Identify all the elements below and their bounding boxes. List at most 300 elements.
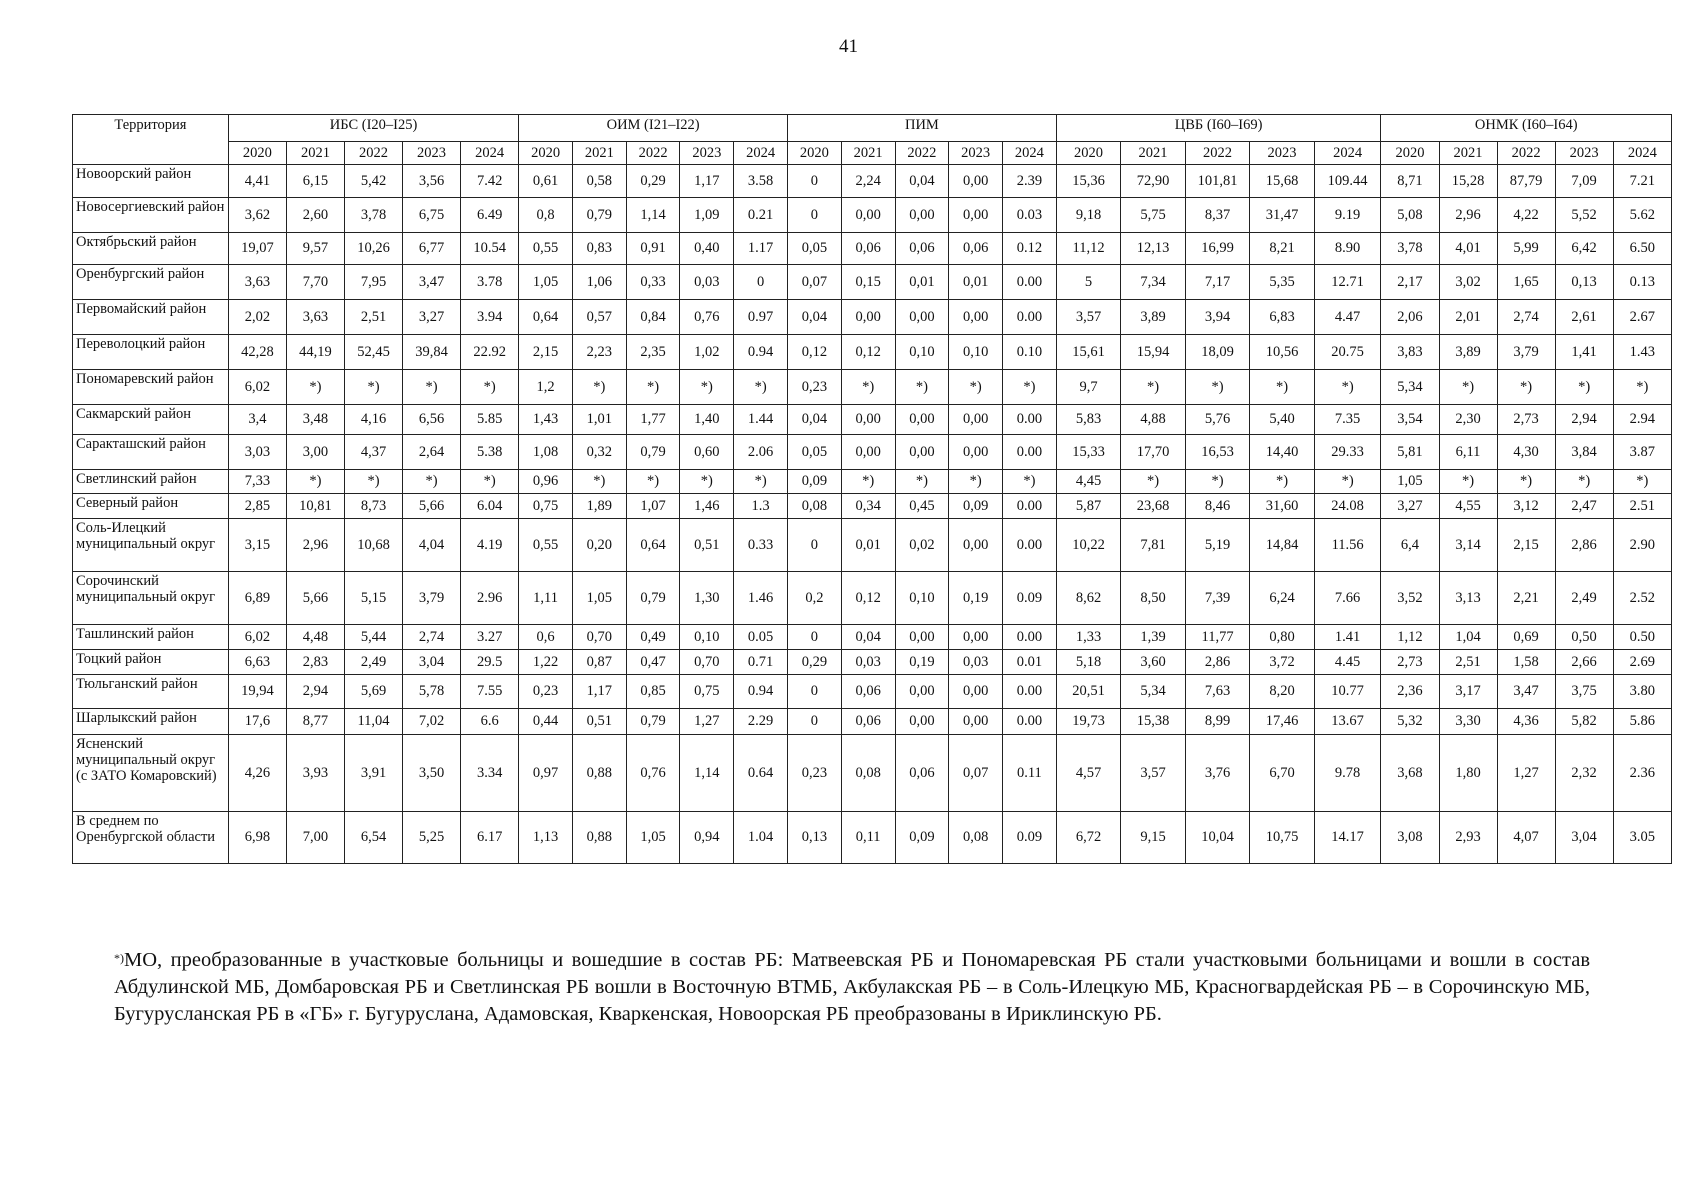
value-cell: 0,70 [572, 625, 626, 650]
year-header: 2023 [403, 142, 461, 165]
value-cell: 0,19 [949, 572, 1003, 625]
value-cell: 0.09 [1003, 572, 1057, 625]
value-cell: 1,17 [572, 675, 626, 709]
value-cell: 0,88 [572, 812, 626, 864]
table-row [73, 735, 1672, 812]
value-cell: 0,05 [788, 435, 842, 470]
value-cell: 0.00 [1003, 675, 1057, 709]
value-cell: 4,37 [344, 435, 402, 470]
value-cell: 3.87 [1613, 435, 1671, 470]
value-cell: 1.41 [1314, 625, 1381, 650]
value-cell: 0,40 [680, 233, 734, 265]
value-cell: 0,88 [572, 735, 626, 812]
value-cell: 12.71 [1314, 265, 1381, 300]
value-cell: 3,03 [228, 435, 286, 470]
value-cell: 1,65 [1497, 265, 1555, 300]
value-cell: 6,15 [286, 165, 344, 198]
value-cell: 5,78 [403, 675, 461, 709]
value-cell: 6,89 [228, 572, 286, 625]
value-cell: 0,00 [949, 165, 1003, 198]
value-cell: 3,17 [1439, 675, 1497, 709]
value-cell: *) [895, 370, 949, 405]
value-cell: 7,34 [1121, 265, 1186, 300]
value-cell: 2.90 [1613, 519, 1671, 572]
value-cell: 0,76 [680, 300, 734, 335]
value-cell: 0.00 [1003, 300, 1057, 335]
value-cell: 9,18 [1056, 198, 1121, 233]
year-header: 2023 [1555, 142, 1613, 165]
value-cell: 1,14 [680, 735, 734, 812]
value-cell: *) [344, 470, 402, 494]
value-cell: 1,58 [1497, 650, 1555, 675]
value-cell: 6,63 [228, 650, 286, 675]
value-cell: 39,84 [403, 335, 461, 370]
value-cell: 1,40 [680, 405, 734, 435]
value-cell: *) [1497, 470, 1555, 494]
value-cell: 2,02 [228, 300, 286, 335]
value-cell: 0,00 [949, 435, 1003, 470]
value-cell: 5,32 [1381, 709, 1439, 735]
value-cell: 1,14 [626, 198, 680, 233]
value-cell: 0,79 [626, 435, 680, 470]
value-cell: 0,00 [949, 198, 1003, 233]
value-cell: 0,04 [788, 405, 842, 435]
value-cell: 3,47 [1497, 675, 1555, 709]
value-cell: 0 [734, 265, 788, 300]
value-cell: 3,13 [1439, 572, 1497, 625]
value-cell: 20.75 [1314, 335, 1381, 370]
value-cell: 0,02 [895, 519, 949, 572]
value-cell: 0,00 [895, 405, 949, 435]
value-cell: 0,11 [841, 812, 895, 864]
value-cell: 0.00 [1003, 625, 1057, 650]
territory-cell: Светлинский район [73, 470, 229, 494]
value-cell: 2,15 [519, 335, 573, 370]
value-cell: 0,84 [626, 300, 680, 335]
territory-cell: Ясненский муниципальный округ (с ЗАТО Комаровский) [73, 735, 229, 812]
value-cell: 4,45 [1056, 470, 1121, 494]
value-cell: *) [461, 470, 519, 494]
value-cell: 6.50 [1613, 233, 1671, 265]
value-cell: *) [680, 370, 734, 405]
value-cell: 3,79 [403, 572, 461, 625]
value-cell: 0,6 [519, 625, 573, 650]
value-cell: 23,68 [1121, 494, 1186, 519]
value-cell: 42,28 [228, 335, 286, 370]
value-cell: 4.45 [1314, 650, 1381, 675]
value-cell: 5,40 [1250, 405, 1315, 435]
value-cell: 2.67 [1613, 300, 1671, 335]
value-cell: 4,30 [1497, 435, 1555, 470]
value-cell: 15,94 [1121, 335, 1186, 370]
footnote-text: МО, преобразованные в участковые больницы и вошедшие в состав РБ: Матвеевская РБ и Пономаревская РБ стали участковыми больницами и вошли в состав Абдулинской МБ, Домбаровская РБ и Светлинская РБ вошли в Восточную ВТМБ, Акбулакская РБ – в Соль-Илецкую МБ, Красногвардейская РБ – в Сорочинскую МБ, Бугурусланская РБ в «ГБ» г. Бугуруслана, Адамовская, Кваркенская, Новоорская РБ преобразованы в Ириклинскую РБ. [114, 949, 1590, 1025]
value-cell: 3,14 [1439, 519, 1497, 572]
year-header: 2022 [626, 142, 680, 165]
value-cell: 7,00 [286, 812, 344, 864]
value-cell: 0,12 [841, 572, 895, 625]
value-cell: *) [1250, 470, 1315, 494]
territory-cell: Шарлыкский район [73, 709, 229, 735]
value-cell: 1,77 [626, 405, 680, 435]
value-cell: 4.19 [461, 519, 519, 572]
value-cell: 2,96 [286, 519, 344, 572]
value-cell: 2,51 [344, 300, 402, 335]
value-cell: 2.39 [1003, 165, 1057, 198]
value-cell: 0,96 [519, 470, 573, 494]
value-cell: 1,05 [519, 265, 573, 300]
value-cell: 1,05 [572, 572, 626, 625]
value-cell: 0,12 [841, 335, 895, 370]
value-cell: 87,79 [1497, 165, 1555, 198]
value-cell: 7,33 [228, 470, 286, 494]
value-cell: 5,83 [1056, 405, 1121, 435]
year-header: 2023 [949, 142, 1003, 165]
value-cell: 0,79 [626, 572, 680, 625]
value-cell: 29.5 [461, 650, 519, 675]
value-cell: 44,19 [286, 335, 344, 370]
value-cell: 0.09 [1003, 812, 1057, 864]
value-cell: 0,08 [949, 812, 1003, 864]
value-cell: 1,17 [680, 165, 734, 198]
value-cell: 7,39 [1185, 572, 1250, 625]
value-cell: 0,97 [519, 735, 573, 812]
value-cell: 31,47 [1250, 198, 1315, 233]
value-cell: 7.66 [1314, 572, 1381, 625]
value-cell: 6,24 [1250, 572, 1315, 625]
value-cell: 2,74 [1497, 300, 1555, 335]
value-cell: 1,39 [1121, 625, 1186, 650]
year-header: 2022 [895, 142, 949, 165]
value-cell: 6,4 [1381, 519, 1439, 572]
value-cell: *) [1250, 370, 1315, 405]
value-cell: 0,10 [895, 572, 949, 625]
value-cell: *) [461, 370, 519, 405]
value-cell: 2,06 [1381, 300, 1439, 335]
value-cell: 2,23 [572, 335, 626, 370]
value-cell: 0,79 [626, 709, 680, 735]
value-cell: 8,21 [1250, 233, 1315, 265]
value-cell: 7,63 [1185, 675, 1250, 709]
value-cell: 1,80 [1439, 735, 1497, 812]
value-cell: 3,04 [1555, 812, 1613, 864]
value-cell: 3,62 [228, 198, 286, 233]
table-row [73, 198, 1672, 233]
table-row [73, 265, 1672, 300]
value-cell: 0,51 [680, 519, 734, 572]
year-header: 2024 [1003, 142, 1057, 165]
value-cell: 1,89 [572, 494, 626, 519]
value-cell: 0.05 [734, 625, 788, 650]
value-cell: 3,47 [403, 265, 461, 300]
value-cell: 3,15 [228, 519, 286, 572]
value-cell: 0,64 [626, 519, 680, 572]
value-cell: 4,01 [1439, 233, 1497, 265]
value-cell: 0,75 [680, 675, 734, 709]
value-cell: 5,87 [1056, 494, 1121, 519]
value-cell: 10,56 [1250, 335, 1315, 370]
value-cell: 6,02 [228, 370, 286, 405]
value-cell: 31,60 [1250, 494, 1315, 519]
value-cell: 1,22 [519, 650, 573, 675]
value-cell: 5,08 [1381, 198, 1439, 233]
value-cell: *) [626, 370, 680, 405]
value-cell: 2,73 [1497, 405, 1555, 435]
value-cell: 1,2 [519, 370, 573, 405]
value-cell: 0.00 [1003, 265, 1057, 300]
value-cell: 0,80 [1250, 625, 1315, 650]
territory-cell: Тюльганский район [73, 675, 229, 709]
value-cell: 3,02 [1439, 265, 1497, 300]
value-cell: 4,48 [286, 625, 344, 650]
value-cell: *) [949, 370, 1003, 405]
value-cell: 0,47 [626, 650, 680, 675]
value-cell: 1,07 [626, 494, 680, 519]
value-cell: 0.94 [734, 675, 788, 709]
value-cell: 7.55 [461, 675, 519, 709]
value-cell: 52,45 [344, 335, 402, 370]
value-cell: 0,76 [626, 735, 680, 812]
value-cell: 3,91 [344, 735, 402, 812]
value-cell: 11,04 [344, 709, 402, 735]
value-cell: 2,74 [403, 625, 461, 650]
value-cell: 3,78 [344, 198, 402, 233]
value-cell: 3,63 [228, 265, 286, 300]
statistics-table [72, 114, 1672, 864]
value-cell: 14.17 [1314, 812, 1381, 864]
table-body [73, 165, 1672, 864]
value-cell: 6.04 [461, 494, 519, 519]
value-cell: 5 [1056, 265, 1121, 300]
territory-cell: Оренбургский район [73, 265, 229, 300]
value-cell: 0,00 [895, 675, 949, 709]
value-cell: 2.29 [734, 709, 788, 735]
value-cell: 0,04 [895, 165, 949, 198]
value-cell: 4,41 [228, 165, 286, 198]
value-cell: 2,36 [1381, 675, 1439, 709]
value-cell: 0,06 [895, 233, 949, 265]
value-cell: 5,75 [1121, 198, 1186, 233]
value-cell: 3,57 [1056, 300, 1121, 335]
value-cell: 2.94 [1613, 405, 1671, 435]
value-cell: *) [1121, 470, 1186, 494]
value-cell: 10.77 [1314, 675, 1381, 709]
value-cell: 15,68 [1250, 165, 1315, 198]
group-header: ОНМК (I60–I64) [1381, 115, 1672, 142]
value-cell: 0.50 [1613, 625, 1671, 650]
value-cell: 0.00 [1003, 494, 1057, 519]
value-cell: 0,04 [788, 300, 842, 335]
value-cell: 16,99 [1185, 233, 1250, 265]
value-cell: 109.44 [1314, 165, 1381, 198]
value-cell: 19,94 [228, 675, 286, 709]
table-row [73, 335, 1672, 370]
value-cell: 6,56 [403, 405, 461, 435]
value-cell: 5.86 [1613, 709, 1671, 735]
value-cell: 15,36 [1056, 165, 1121, 198]
value-cell: 3,94 [1185, 300, 1250, 335]
table-row [73, 470, 1672, 494]
value-cell: 0,00 [841, 405, 895, 435]
value-cell: 2.06 [734, 435, 788, 470]
value-cell: 2,15 [1497, 519, 1555, 572]
value-cell: 0.97 [734, 300, 788, 335]
value-cell: 11,12 [1056, 233, 1121, 265]
value-cell: 0,00 [895, 625, 949, 650]
value-cell: 2,49 [344, 650, 402, 675]
territory-cell: Сорочинский муниципальный округ [73, 572, 229, 625]
value-cell: 0,03 [949, 650, 1003, 675]
value-cell: 0,10 [895, 335, 949, 370]
value-cell: 15,33 [1056, 435, 1121, 470]
value-cell: 4,55 [1439, 494, 1497, 519]
value-cell: 5,34 [1121, 675, 1186, 709]
value-cell: 2,96 [1439, 198, 1497, 233]
value-cell: 6,98 [228, 812, 286, 864]
value-cell: 5,82 [1555, 709, 1613, 735]
value-cell: 18,09 [1185, 335, 1250, 370]
value-cell: 0.10 [1003, 335, 1057, 370]
value-cell: 0,23 [519, 675, 573, 709]
value-cell: 8,73 [344, 494, 402, 519]
value-cell: 5,42 [344, 165, 402, 198]
value-cell: 5,99 [1497, 233, 1555, 265]
value-cell: 0,00 [841, 198, 895, 233]
value-cell: 0,23 [788, 735, 842, 812]
value-cell: *) [841, 370, 895, 405]
value-cell: 10,04 [1185, 812, 1250, 864]
value-cell: 1,08 [519, 435, 573, 470]
value-cell: 1,41 [1555, 335, 1613, 370]
value-cell: 8,62 [1056, 572, 1121, 625]
value-cell: 10,22 [1056, 519, 1121, 572]
value-cell: 0,01 [949, 265, 1003, 300]
value-cell: 0 [788, 165, 842, 198]
territory-cell: Ташлинский район [73, 625, 229, 650]
value-cell: 7,02 [403, 709, 461, 735]
value-cell: 10,68 [344, 519, 402, 572]
value-cell: 12,13 [1121, 233, 1186, 265]
value-cell: 4,57 [1056, 735, 1121, 812]
year-header: 2022 [1497, 142, 1555, 165]
group-header: ЦВБ (I60–I69) [1056, 115, 1381, 142]
value-cell: 0,00 [841, 300, 895, 335]
value-cell: 1,02 [680, 335, 734, 370]
value-cell: 2,86 [1555, 519, 1613, 572]
value-cell: *) [1613, 470, 1671, 494]
value-cell: 0,64 [519, 300, 573, 335]
value-cell: 17,46 [1250, 709, 1315, 735]
value-cell: 0,08 [841, 735, 895, 812]
value-cell: 4,16 [344, 405, 402, 435]
value-cell: 8,20 [1250, 675, 1315, 709]
territory-header: Территория [73, 115, 229, 165]
value-cell: 0,00 [895, 300, 949, 335]
value-cell: 0,07 [949, 735, 1003, 812]
value-cell: 6,77 [403, 233, 461, 265]
territory-cell: Октябрьский район [73, 233, 229, 265]
value-cell: 8,99 [1185, 709, 1250, 735]
value-cell: 2.36 [1613, 735, 1671, 812]
value-cell: 10,26 [344, 233, 402, 265]
value-cell: 9,57 [286, 233, 344, 265]
value-cell: 5,34 [1381, 370, 1439, 405]
year-header: 2020 [1056, 142, 1121, 165]
value-cell: 101,81 [1185, 165, 1250, 198]
value-cell: 20,51 [1056, 675, 1121, 709]
value-cell: 7.21 [1613, 165, 1671, 198]
footnote [114, 947, 1590, 1028]
value-cell: 3,30 [1439, 709, 1497, 735]
value-cell: *) [734, 470, 788, 494]
value-cell: 10.54 [461, 233, 519, 265]
table-row [73, 812, 1672, 864]
table-row [73, 650, 1672, 675]
value-cell: 5,76 [1185, 405, 1250, 435]
value-cell: 3,89 [1121, 300, 1186, 335]
territory-cell: Новосергиевский район [73, 198, 229, 233]
value-cell: 1,09 [680, 198, 734, 233]
territory-cell: Переволоцкий район [73, 335, 229, 370]
value-cell: 5,19 [1185, 519, 1250, 572]
value-cell: *) [1003, 370, 1057, 405]
value-cell: 6,11 [1439, 435, 1497, 470]
value-cell: 3,56 [403, 165, 461, 198]
value-cell: 1,04 [1439, 625, 1497, 650]
value-cell: 4,22 [1497, 198, 1555, 233]
value-cell: 5,69 [344, 675, 402, 709]
value-cell: 0.71 [734, 650, 788, 675]
value-cell: 3.34 [461, 735, 519, 812]
value-cell: 5,66 [286, 572, 344, 625]
value-cell: 0,23 [788, 370, 842, 405]
year-header: 2023 [1250, 142, 1315, 165]
value-cell: 3,84 [1555, 435, 1613, 470]
territory-cell: Пономаревский район [73, 370, 229, 405]
value-cell: 1.43 [1613, 335, 1671, 370]
value-cell: 3,78 [1381, 233, 1439, 265]
value-cell: *) [1555, 370, 1613, 405]
value-cell: 3,4 [228, 405, 286, 435]
value-cell: 0,83 [572, 233, 626, 265]
table-row [73, 165, 1672, 198]
value-cell: 3,00 [286, 435, 344, 470]
value-cell: 0,06 [841, 709, 895, 735]
value-cell: 1,11 [519, 572, 573, 625]
value-cell: 11,77 [1185, 625, 1250, 650]
value-cell: 0,09 [788, 470, 842, 494]
value-cell: 3,89 [1439, 335, 1497, 370]
value-cell: 6.17 [461, 812, 519, 864]
value-cell: 0.00 [1003, 519, 1057, 572]
value-cell: 5,66 [403, 494, 461, 519]
value-cell: 0,44 [519, 709, 573, 735]
value-cell: 0,69 [1497, 625, 1555, 650]
value-cell: 4,04 [403, 519, 461, 572]
value-cell: 3.94 [461, 300, 519, 335]
value-cell: 0,01 [895, 265, 949, 300]
year-header: 2024 [1314, 142, 1381, 165]
value-cell: 0.00 [1003, 709, 1057, 735]
value-cell: 0,15 [841, 265, 895, 300]
value-cell: 1,46 [680, 494, 734, 519]
value-cell: 0,45 [895, 494, 949, 519]
value-cell: 72,90 [1121, 165, 1186, 198]
value-cell: 14,40 [1250, 435, 1315, 470]
value-cell: 4,07 [1497, 812, 1555, 864]
value-cell: 2.69 [1613, 650, 1671, 675]
value-cell: 29.33 [1314, 435, 1381, 470]
value-cell: 2,51 [1439, 650, 1497, 675]
